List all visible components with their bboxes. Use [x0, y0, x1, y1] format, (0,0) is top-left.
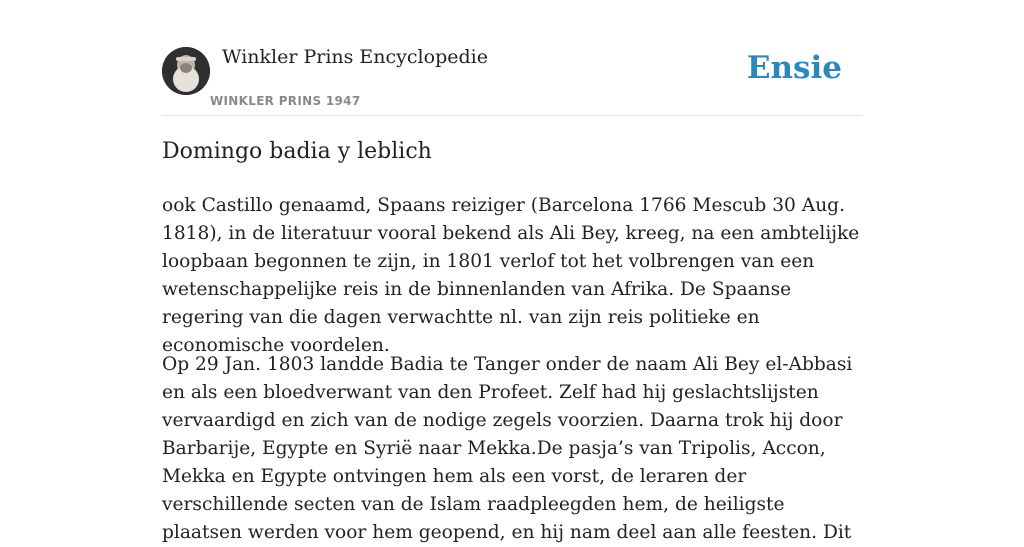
article-paragraph: Op 29 Jan. 1803 landde Badia te Tanger onder de naam Ali Bey el-Abbasi en als een bloedverwant van den Profeet. Zelf had hij geslachtslijsten vervaardigd en zich van de nodige zegels voorzien. Daarna trok hij door Barbarije, Egypte en Syrië naar Mekka.De pasja’s van Tripolis, Accon, Mekka en Egypte ontvingen hem als een vorst, de leraren der verschillende secten van de Islam raadpleegden hem, de heiligste plaatsen werden voor hem geopend, en hij nam deel aan alle feesten. Dit	[162, 354, 853, 543]
avatar[interactable]	[162, 47, 210, 95]
article-paragraph: ook Castillo genaamd, Spaans reiziger (Barcelona 1766 Mescub 30 Aug. 1818), in de literatuur vooral bekend als Ali Bey, kreeg, na een ambtelijke loopbaan begonnen te zijn, in 1801 verlof tot het volbrengen van een wetenschappelijke reis in de binnenlanden van Afrika. De Spaanse regering van die dagen verwachtte nl. van zijn reis politieke en economische voordelen.	[162, 195, 860, 356]
site-title[interactable]: Winkler Prins Encyclopedie	[222, 46, 488, 68]
header	[162, 0, 862, 116]
page-container	[162, 0, 862, 543]
brand-logo[interactable]: Ensie	[746, 50, 842, 86]
source-subtitle[interactable]: WINKLER PRINS 1947	[210, 94, 361, 108]
article-title: Domingo badia y leblich	[162, 139, 432, 164]
avatar-portrait-icon	[162, 47, 210, 95]
